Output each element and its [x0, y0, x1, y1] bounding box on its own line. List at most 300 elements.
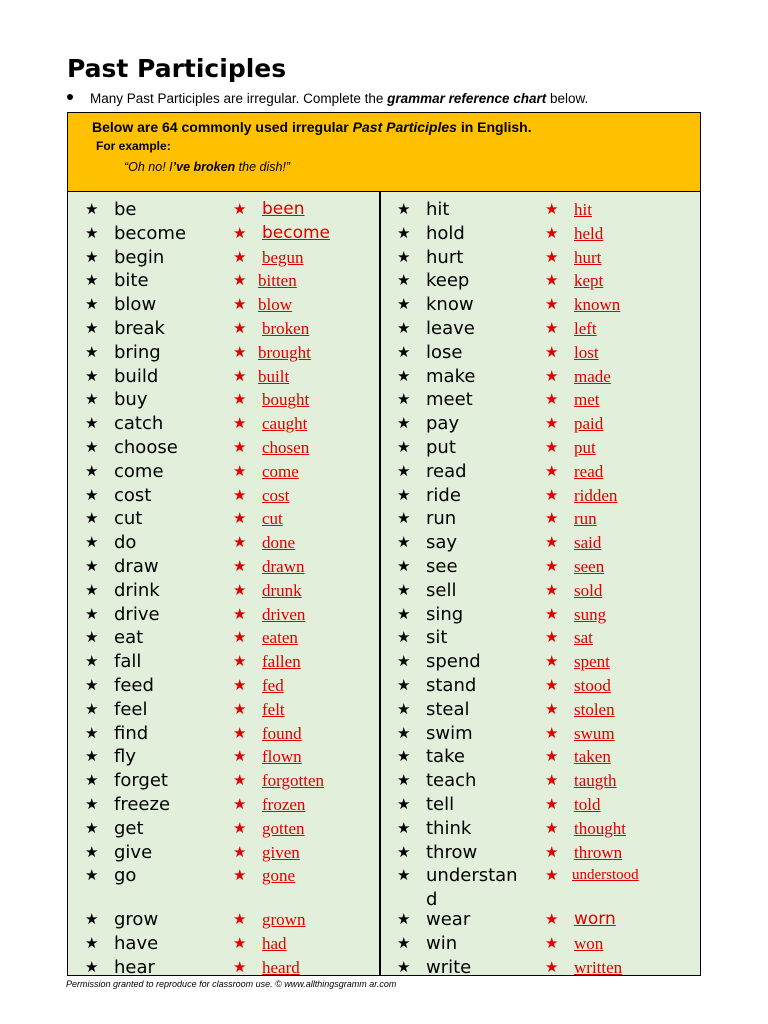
- past-participle-answer: chosen: [262, 438, 310, 457]
- table-row: [380, 956, 680, 980]
- header-main-emphasis: Past Participles: [352, 119, 457, 135]
- star-icon: ★: [233, 248, 247, 266]
- base-verb: do: [114, 532, 137, 554]
- star-icon: ★: [545, 581, 559, 599]
- table-row: [380, 745, 680, 769]
- star-icon: ★: [545, 486, 559, 504]
- table-row: [380, 531, 680, 555]
- star-icon: ★: [233, 796, 247, 813]
- instruction-text-after: below.: [546, 91, 589, 106]
- base-verb: stand: [426, 675, 477, 696]
- star-icon: ★: [545, 677, 559, 694]
- table-row: [68, 817, 368, 841]
- base-verb: sit: [426, 627, 448, 649]
- base-verb: cost: [114, 484, 152, 506]
- base-verb: understan: [426, 865, 518, 887]
- base-verb: meet: [426, 389, 473, 411]
- table-row: [68, 626, 368, 650]
- star-icon: ★: [85, 700, 99, 718]
- base-verb: put: [426, 437, 456, 458]
- past-participle-answer: found: [262, 723, 302, 743]
- table-row: [380, 579, 680, 603]
- table-row: [380, 793, 680, 817]
- star-icon: ★: [233, 677, 247, 694]
- table-row: [380, 722, 680, 746]
- star-icon: ★: [397, 911, 411, 929]
- star-icon: ★: [85, 867, 99, 885]
- header-main-after: in English.: [456, 119, 532, 135]
- star-icon: ★: [85, 911, 99, 929]
- past-participle-answer: been: [262, 199, 305, 219]
- past-participle-answer: come: [262, 461, 299, 481]
- base-verb: catch: [114, 413, 164, 435]
- star-icon: ★: [545, 935, 559, 953]
- table-row: [68, 531, 368, 555]
- past-participle-answer: lost: [574, 342, 599, 362]
- past-participle-answer: gotten: [262, 818, 305, 838]
- star-icon: ★: [85, 462, 99, 480]
- base-verb: write: [426, 957, 472, 979]
- star-icon: ★: [233, 343, 247, 361]
- past-participle-answer: sat: [574, 628, 593, 648]
- base-verb: draw: [114, 556, 159, 577]
- past-participle-answer: eaten: [262, 628, 298, 648]
- star-icon: ★: [233, 296, 247, 314]
- table-row: [380, 555, 680, 579]
- star-icon: ★: [545, 867, 559, 885]
- past-participle-answer: sold: [574, 580, 603, 600]
- table-row: [68, 293, 368, 317]
- example-before: “Oh no! I: [124, 160, 173, 174]
- table-row: [380, 317, 680, 341]
- star-icon: ★: [233, 439, 247, 456]
- table-row: [380, 269, 680, 293]
- table-row: [68, 484, 368, 508]
- past-participle-answer: paid: [574, 414, 604, 434]
- past-participle-answer: drawn: [262, 557, 305, 576]
- star-icon: ★: [545, 558, 559, 575]
- table-row: [380, 293, 680, 317]
- table-row: [68, 698, 368, 722]
- table-row: [380, 460, 680, 484]
- table-row: [380, 841, 680, 865]
- base-verb: find: [114, 722, 149, 744]
- header-example: [124, 160, 290, 174]
- base-verb: ride: [426, 484, 461, 506]
- base-verb: teach: [426, 770, 477, 792]
- past-participle-answer: thought: [574, 818, 626, 838]
- base-verb: cut: [114, 508, 143, 530]
- star-icon: ★: [545, 629, 559, 647]
- instruction-emphasis: grammar reference chart: [387, 91, 547, 106]
- star-icon: ★: [397, 296, 411, 314]
- base-verb: run: [426, 508, 457, 530]
- table-row: [68, 603, 368, 627]
- table-row: [68, 864, 368, 888]
- past-participle-answer: gone: [262, 866, 296, 886]
- table-row: [68, 722, 368, 746]
- star-icon: ★: [233, 819, 247, 837]
- past-participle-answer: taugth: [574, 771, 617, 791]
- star-icon: ★: [233, 391, 247, 409]
- star-icon: ★: [233, 867, 247, 885]
- star-icon: ★: [397, 629, 411, 647]
- past-participle-answer: given: [262, 842, 300, 862]
- past-participle-answer: felt: [262, 699, 285, 719]
- past-participle-answer: won: [574, 934, 604, 954]
- table-row: [380, 626, 680, 650]
- base-verb: grow: [114, 909, 159, 931]
- star-icon: ★: [85, 201, 99, 218]
- star-icon: ★: [545, 796, 559, 813]
- base-verb: break: [114, 318, 165, 339]
- table-row: [68, 650, 368, 674]
- past-participle-answer: known: [574, 295, 621, 315]
- table-row: [380, 769, 680, 793]
- base-verb: drink: [114, 579, 160, 601]
- star-icon: ★: [85, 935, 99, 953]
- star-icon: ★: [85, 581, 99, 599]
- star-icon: ★: [397, 534, 411, 552]
- star-icon: ★: [233, 700, 247, 718]
- table-row: [68, 956, 368, 980]
- star-icon: ★: [233, 510, 247, 528]
- past-participle-answer: bitten: [258, 271, 297, 291]
- past-participle-answer: seen: [574, 557, 605, 576]
- star-icon: ★: [545, 534, 559, 552]
- base-verb: become: [114, 222, 187, 244]
- star-icon: ★: [397, 272, 411, 290]
- star-icon: ★: [233, 558, 247, 575]
- star-icon: ★: [85, 959, 99, 977]
- star-icon: ★: [85, 510, 99, 528]
- table-row: [380, 650, 680, 674]
- star-icon: ★: [233, 605, 247, 623]
- past-participle-answer: frozen: [262, 795, 306, 814]
- base-verb: steal: [426, 698, 470, 720]
- base-verb: say: [426, 532, 458, 554]
- past-participle-answer: bought: [262, 390, 310, 410]
- base-verb: spend: [426, 651, 481, 673]
- past-participle-answer: cost: [262, 485, 290, 505]
- past-participle-answer: had: [262, 934, 287, 954]
- base-verb: throw: [426, 841, 478, 863]
- past-participle-answer: left: [574, 319, 597, 338]
- star-icon: ★: [85, 629, 99, 647]
- header-main-text: [92, 119, 532, 135]
- star-icon: ★: [397, 843, 411, 861]
- star-icon: ★: [397, 558, 411, 575]
- table-row: [68, 908, 368, 932]
- base-verb: come: [114, 460, 164, 482]
- star-icon: ★: [397, 819, 411, 837]
- star-icon: ★: [397, 581, 411, 599]
- star-icon: ★: [397, 700, 411, 718]
- past-participle-answer: worn: [574, 909, 616, 930]
- base-verb: read: [426, 460, 467, 482]
- star-icon: ★: [545, 819, 559, 837]
- base-verb: drive: [114, 603, 160, 625]
- base-verb: make: [426, 365, 476, 387]
- past-participle-answer: thrown: [574, 842, 623, 862]
- star-icon: ★: [397, 248, 411, 266]
- star-icon: ★: [397, 653, 411, 671]
- star-icon: ★: [545, 296, 559, 314]
- star-icon: ★: [233, 959, 247, 977]
- past-participle-answer: told: [574, 795, 601, 814]
- past-participle-answer: begun: [262, 247, 304, 267]
- star-icon: ★: [233, 935, 247, 953]
- past-participle-answer: fallen: [262, 652, 301, 672]
- star-icon: ★: [85, 272, 99, 290]
- base-verb: bite: [114, 270, 149, 292]
- past-participle-answer: become: [262, 222, 331, 243]
- star-icon: ★: [397, 462, 411, 480]
- star-icon: ★: [85, 605, 99, 623]
- past-participle-answer: met: [574, 390, 600, 410]
- star-icon: ★: [233, 724, 247, 742]
- base-verb: blow: [114, 294, 157, 316]
- table-row: [68, 932, 368, 956]
- table-row: [380, 436, 680, 460]
- past-participle-answer: put: [574, 438, 596, 457]
- star-icon: ★: [85, 248, 99, 266]
- star-icon: ★: [233, 272, 247, 290]
- star-icon: ★: [397, 201, 411, 218]
- star-icon: ★: [233, 843, 247, 861]
- star-icon: ★: [85, 486, 99, 504]
- table-row: [380, 698, 680, 722]
- star-icon: ★: [545, 772, 559, 790]
- star-icon: ★: [85, 748, 99, 766]
- past-participle-answer: swum: [574, 723, 615, 743]
- base-verb: sell: [426, 579, 457, 601]
- star-icon: ★: [397, 724, 411, 742]
- base-verb: wear: [426, 909, 471, 931]
- star-icon: ★: [85, 843, 99, 861]
- star-icon: ★: [397, 439, 411, 456]
- permission-footer: Permission granted to reproduce for classroom use. © www.allthingsgramm ar.com: [66, 979, 397, 989]
- chart-header: [68, 113, 700, 192]
- past-participle-answer: said: [574, 533, 602, 553]
- past-participle-answer: understood: [572, 867, 639, 884]
- table-row: [68, 222, 368, 246]
- table-row: [68, 269, 368, 293]
- star-icon: ★: [397, 510, 411, 528]
- base-verb: eat: [114, 627, 144, 649]
- star-icon: ★: [85, 439, 99, 456]
- star-icon: ★: [85, 653, 99, 671]
- base-verb: tell: [426, 794, 455, 815]
- table-row: [68, 769, 368, 793]
- star-icon: ★: [233, 201, 247, 218]
- past-participle-answer: drunk: [262, 580, 302, 600]
- instruction-line: [67, 91, 588, 106]
- base-verb: feel: [114, 698, 148, 720]
- table-row: [68, 317, 368, 341]
- header-main-before: Below are 64 commonly used irregular: [92, 119, 353, 135]
- star-icon: ★: [233, 367, 247, 385]
- bullet-dot: [67, 94, 73, 100]
- past-participle-answer: kept: [574, 271, 604, 291]
- star-icon: ★: [397, 486, 411, 504]
- table-row: [380, 365, 680, 389]
- participle-chart: [67, 112, 701, 979]
- star-icon: ★: [233, 772, 247, 790]
- table-row: [380, 222, 680, 246]
- star-icon: ★: [545, 343, 559, 361]
- table-row: [68, 507, 368, 531]
- star-icon: ★: [85, 724, 99, 742]
- table-row: [68, 793, 368, 817]
- past-participle-answer: driven: [262, 604, 306, 624]
- past-participle-answer: made: [574, 366, 611, 386]
- star-icon: ★: [545, 653, 559, 671]
- base-verb: see: [426, 556, 458, 577]
- star-icon: ★: [397, 343, 411, 361]
- base-verb-continuation: d: [426, 889, 438, 911]
- star-icon: ★: [545, 510, 559, 528]
- table-row: [68, 674, 368, 698]
- page-title: Past Participles: [67, 54, 287, 83]
- past-participle-answer: run: [574, 509, 597, 529]
- star-icon: ★: [397, 935, 411, 953]
- star-icon: ★: [397, 796, 411, 813]
- table-row: [380, 932, 680, 956]
- base-verb: begin: [114, 246, 165, 268]
- star-icon: ★: [85, 558, 99, 575]
- star-icon: ★: [545, 272, 559, 290]
- table-row: [380, 908, 680, 932]
- star-icon: ★: [397, 320, 411, 337]
- star-icon: ★: [85, 819, 99, 837]
- past-participle-answer: cut: [262, 509, 283, 529]
- base-verb: have: [114, 933, 159, 955]
- past-participle-answer: read: [574, 461, 604, 481]
- base-verb: forget: [114, 770, 168, 792]
- star-icon: ★: [397, 391, 411, 409]
- past-participle-answer: forgotten: [262, 771, 325, 791]
- table-row: [380, 817, 680, 841]
- base-verb: think: [426, 817, 472, 839]
- table-row: [380, 507, 680, 531]
- table-row: [380, 388, 680, 412]
- table-row: [68, 460, 368, 484]
- table-row: [68, 579, 368, 603]
- base-verb: win: [426, 933, 458, 955]
- star-icon: ★: [545, 391, 559, 409]
- star-icon: ★: [545, 959, 559, 977]
- table-row: [380, 484, 680, 508]
- table-row: [380, 198, 680, 222]
- star-icon: ★: [233, 534, 247, 552]
- past-participle-answer: blow: [258, 295, 292, 315]
- star-icon: ★: [233, 653, 247, 671]
- table-row: [68, 841, 368, 865]
- base-verb: know: [426, 294, 474, 316]
- star-icon: ★: [545, 748, 559, 766]
- past-participle-answer: spent: [574, 652, 610, 672]
- base-verb: hit: [426, 199, 450, 220]
- star-icon: ★: [85, 320, 99, 337]
- base-verb: pay: [426, 413, 460, 435]
- star-icon: ★: [233, 748, 247, 766]
- base-verb: buy: [114, 389, 148, 411]
- base-verb: choose: [114, 437, 178, 458]
- past-participle-answer: hit: [574, 200, 592, 219]
- base-verb: go: [114, 865, 137, 887]
- star-icon: ★: [85, 415, 99, 433]
- star-icon: ★: [233, 224, 247, 242]
- table-row: [68, 198, 368, 222]
- table-row: [68, 365, 368, 389]
- past-participle-answer: grown: [262, 910, 306, 930]
- star-icon: ★: [233, 911, 247, 929]
- base-verb: take: [426, 746, 465, 768]
- base-verb: leave: [426, 318, 475, 339]
- star-icon: ★: [397, 867, 411, 885]
- star-icon: ★: [545, 248, 559, 266]
- star-icon: ★: [397, 605, 411, 623]
- past-participle-answer: heard: [262, 958, 300, 978]
- star-icon: ★: [545, 843, 559, 861]
- star-icon: ★: [85, 772, 99, 790]
- star-icon: ★: [85, 296, 99, 314]
- base-verb: fly: [114, 746, 136, 768]
- base-verb: hurt: [426, 246, 464, 268]
- base-verb: hear: [114, 957, 155, 979]
- table-row: [380, 864, 680, 911]
- star-icon: ★: [545, 724, 559, 742]
- star-icon: ★: [397, 224, 411, 242]
- past-participle-answer: flown: [262, 747, 302, 767]
- past-participle-answer: written: [574, 958, 623, 978]
- base-verb: freeze: [114, 794, 171, 815]
- past-participle-answer: ridden: [574, 485, 618, 505]
- star-icon: ★: [545, 700, 559, 718]
- star-icon: ★: [85, 534, 99, 552]
- star-icon: ★: [545, 415, 559, 433]
- table-row: [380, 246, 680, 270]
- base-verb: feed: [114, 675, 154, 696]
- table-row: [380, 603, 680, 627]
- star-icon: ★: [85, 391, 99, 409]
- table-row: [380, 674, 680, 698]
- instruction-text-before: Many Past Participles are irregular. Complete the: [90, 91, 388, 106]
- past-participle-answer: hurt: [574, 247, 602, 267]
- table-row: [68, 341, 368, 365]
- past-participle-answer: caught: [262, 414, 308, 434]
- past-participle-answer: brought: [258, 342, 311, 362]
- star-icon: ★: [545, 367, 559, 385]
- star-icon: ★: [545, 462, 559, 480]
- star-icon: ★: [85, 677, 99, 694]
- star-icon: ★: [233, 415, 247, 433]
- star-icon: ★: [85, 367, 99, 385]
- table-row: [380, 412, 680, 436]
- star-icon: ★: [233, 320, 247, 337]
- star-icon: ★: [397, 959, 411, 977]
- past-participle-answer: stolen: [574, 699, 615, 719]
- example-bold: ’ve broken: [172, 160, 236, 174]
- past-participle-answer: done: [262, 533, 296, 553]
- past-participle-answer: fed: [262, 676, 284, 695]
- star-icon: ★: [397, 772, 411, 790]
- past-participle-answer: held: [574, 223, 604, 243]
- star-icon: ★: [233, 486, 247, 504]
- star-icon: ★: [545, 439, 559, 456]
- star-icon: ★: [545, 320, 559, 337]
